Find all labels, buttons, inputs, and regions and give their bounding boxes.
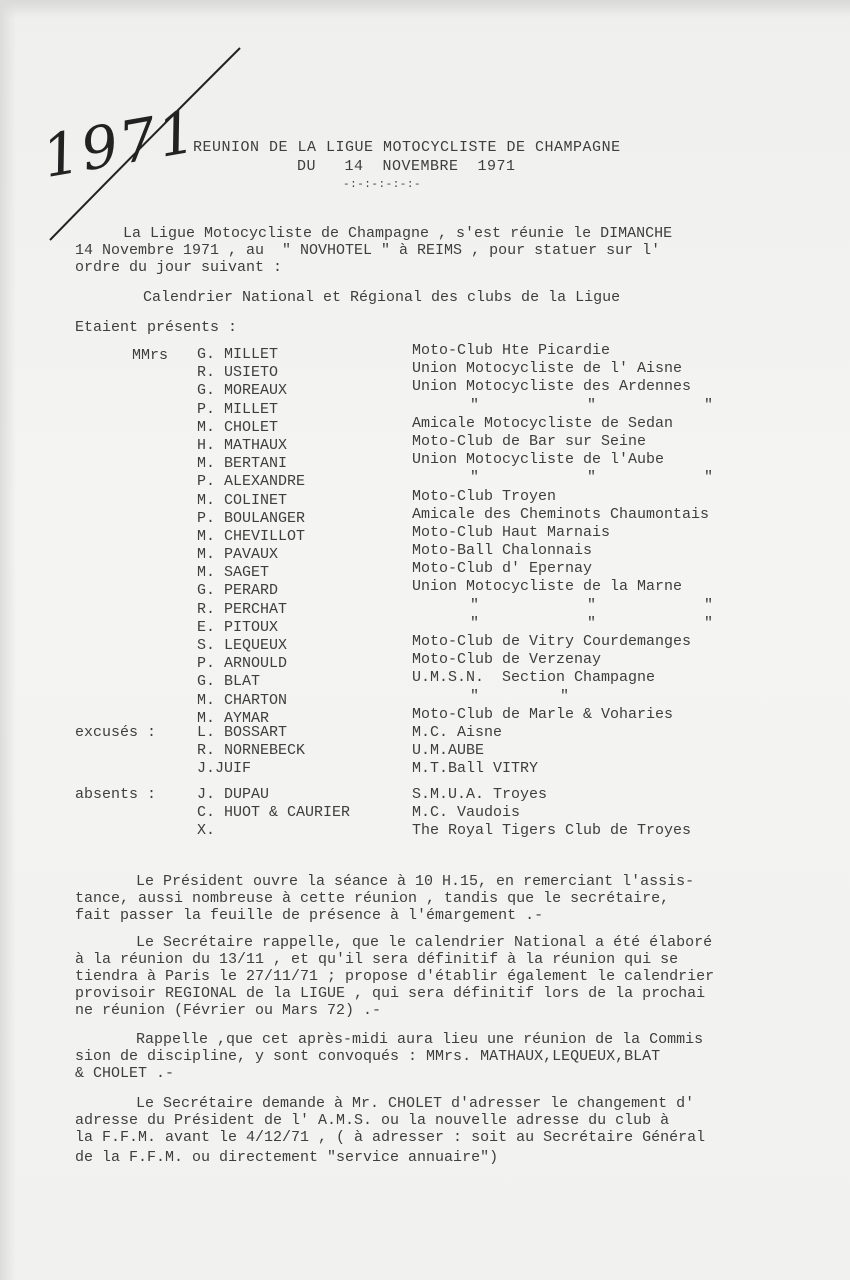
list-item: M. SAGET [197,564,270,582]
present-label: Etaient présents : [75,319,238,336]
list-item: M. PAVAUX [197,546,279,564]
para3-line-2: sion de discipline, y sont convoqués : MMrs. MATHAUX,LEQUEUX,BLAT [75,1048,661,1065]
list-item: " " " [470,469,714,487]
list-item: M.C. Vaudois [412,804,521,822]
list-item: M. CHEVILLOT [197,527,306,545]
para2-line-2: à la réunion du 13/11 , et qu'il sera définitif à la réunion qui se [75,951,679,968]
title-separator: -:-:-:-:-:- [343,179,422,191]
list-item: U.M.S.N. Section Champagne [412,669,656,687]
absent-label: absents : [75,786,157,803]
list-item: M. BERTANI [197,455,288,473]
list-item: G. PERARD [197,582,279,600]
list-item: P. BOULANGER [197,509,306,527]
mrs-label: MMrs [132,347,169,364]
list-item: Moto-Club Haut Marnais [412,523,611,541]
list-item: G. BLAT [197,673,261,691]
list-item: Moto-Club de Marle & Voharies [412,705,674,723]
list-item: Moto-Club de Vitry Courdemanges [412,633,692,650]
list-item: R. NORNEBECK [197,742,306,760]
page-top-shadow [0,0,850,18]
present-names-list [197,346,305,728]
para4-line-3: la F.F.M. avant le 4/12/71 , ( à adresser : soit au Secrétaire Général [75,1129,706,1146]
para3-line-3: & CHOLET .- [75,1065,175,1082]
list-item: M. CHARTON [197,691,288,709]
para2-line-3: tiendra à Paris le 27/11/71 ; propose d'établir également le calendrier [75,968,715,985]
para1-line-3: fait passer la feuille de présence à l'émargement .- [75,907,544,924]
list-item: " " [470,687,570,705]
list-item: Moto-Club d' Epernay [412,560,593,578]
handwritten-year: 1971 [37,97,203,191]
para4-line-2: adresse du Président de l' A.M.S. ou la nouvelle adresse du club à [75,1112,670,1129]
list-item: Moto-Ball Chalonnais [412,542,593,560]
list-item: X. [197,822,216,840]
list-item: G. MILLET [197,346,279,363]
para2-line-1: Le Secrétaire rappelle, que le calendrier National a été élaboré [136,934,713,951]
list-item: Union Motocycliste de l'Aube [412,451,665,469]
list-item: L. BOSSART [197,724,288,741]
list-item: " " " [470,396,714,414]
list-item: Moto-Club de Verzenay [412,651,602,669]
list-item: Moto-Club de Bar sur Seine [412,432,647,450]
list-item: Union Motocycliste de l' Aisne [412,360,683,378]
page-left-shadow [0,0,16,1280]
list-item: S. LEQUEUX [197,637,288,654]
para2-line-4: provisoir REGIONAL de la LIGUE , qui sera définitif lors de la prochai [75,985,706,1002]
list-item: P. ARNOULD [197,655,288,673]
list-item: Union Motocycliste de la Marne [412,578,683,596]
list-item: Amicale Motocycliste de Sedan [412,414,674,432]
list-item: M. CHOLET [197,418,279,436]
excused-names-list [197,724,305,779]
list-item: Amicale des Cheminots Chaumontais [412,505,710,523]
para4-line-1: Le Secrétaire demande à Mr. CHOLET d'adresser le changement d' [136,1095,695,1112]
list-item: M.C. Aisne [412,724,503,741]
para4-line-4: de la F.F.M. ou directement "service annuaire") [75,1149,499,1166]
excused-label: excusés : [75,724,157,741]
list-item: M. COLINET [197,491,288,509]
list-item: G. MOREAUX [197,382,288,400]
list-item: R. PERCHAT [197,600,288,618]
list-item: " " " [470,614,714,632]
list-item: U.M.AUBE [412,742,485,760]
list-item: " " " [470,596,714,614]
document-title: REUNION DE LA LIGUE MOTOCYCLISTE DE CHAMPAGNE [193,139,621,156]
list-item: Union Motocycliste des Ardennes [412,378,692,396]
agenda-item: Calendrier National et Régional des clubs de la Ligue [143,289,621,306]
absent-clubs-list [412,786,691,841]
absent-names-list [197,786,350,841]
list-item: R. USIETO [197,364,279,382]
list-item: E. PITOUX [197,618,279,636]
intro-line-2: 14 Novembre 1971 , au " NOVHOTEL " à REIMS , pour statuer sur l' [75,242,661,259]
list-item: H. MATHAUX [197,436,288,454]
list-item: S.M.U.A. Troyes [412,786,548,803]
list-item: P. ALEXANDRE [197,473,306,491]
present-clubs-list [412,342,713,724]
intro-line-1: La Ligue Motocycliste de Champagne , s'est réunie le DIMANCHE [123,225,673,242]
list-item: The Royal Tigers Club de Troyes [412,822,692,840]
list-item: M.T.Ball VITRY [412,760,539,778]
document-date: DU 14 NOVEMBRE 1971 [297,158,516,175]
para1-line-1: Le Président ouvre la séance à 10 H.15, en remerciant l'assis- [136,873,695,890]
list-item: Moto-Club Troyen [412,487,557,505]
list-item: M. AYMAR [197,709,270,727]
para1-line-2: tance, aussi nombreuse à cette réunion , tandis que le secrétaire, [75,890,670,907]
list-item: J. DUPAU [197,786,270,803]
intro-line-3: ordre du jour suivant : [75,259,283,276]
para3-line-1: Rappelle ,que cet après-midi aura lieu une réunion de la Commis [136,1031,704,1048]
list-item: J.JUIF [197,760,252,778]
para2-line-5: ne réunion (Février ou Mars 72) .- [75,1002,382,1019]
list-item: C. HUOT & CAURIER [197,804,351,822]
list-item: P. MILLET [197,400,279,418]
list-item: Moto-Club Hte Picardie [412,342,611,359]
excused-clubs-list [412,724,538,779]
